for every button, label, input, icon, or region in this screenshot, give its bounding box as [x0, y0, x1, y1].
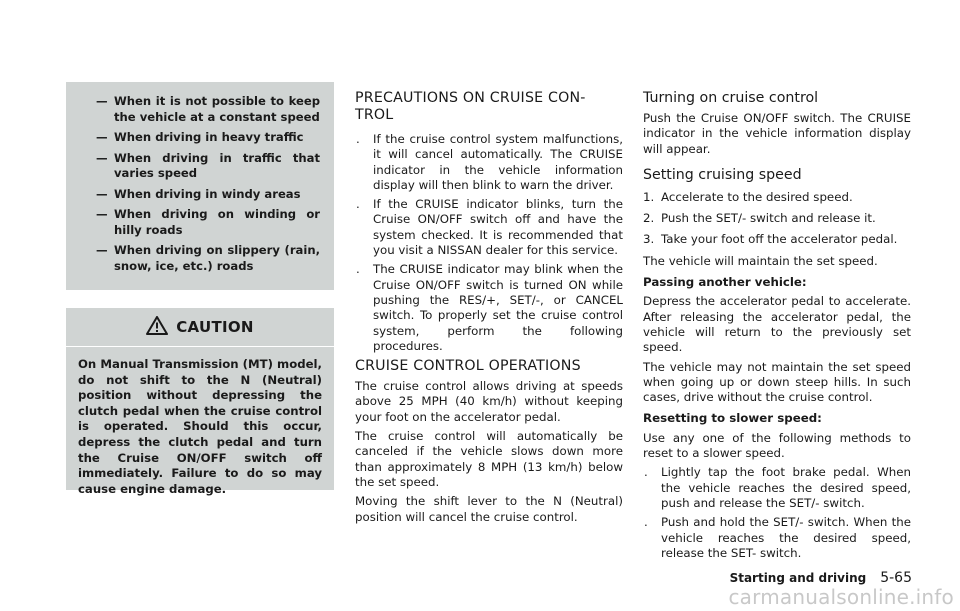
warning-conditions-box — [66, 82, 334, 290]
setting-heading: Setting cruising speed — [643, 166, 802, 183]
warning-condition-item: — When driving in traffic that varies speed — [96, 150, 320, 180]
warning-condition-item: — When driving in heavy traffic — [96, 130, 304, 144]
operations-paragraph: The cruise control allows driving at speeds above 25 MPH (40 km/h) without keeping your foot on the accelerator pedal. — [355, 379, 623, 424]
list-item: . Lightly tap the foot brake pedal. When the vehicle reaches the desired speed, push and release the SET/- switch. — [644, 465, 911, 510]
list-item: . Push and hold the SET/- switch. When the vehicle reaches the desired speed, release the SET- switch. — [644, 515, 911, 560]
maintain-text: The vehicle will maintain the set speed. — [643, 253, 878, 268]
list-item: . The CRUISE indicator may blink when the Cruise ON/OFF switch is turned ON while pushing the RES/+, SET/-, or CANCEL switch. To properly set the cruise control system, perform the following procedures. — [356, 262, 623, 353]
passing-text: Depress the accelerator pedal to accelerate. After releasing the accelerator pedal, the vehicle will return to the previously set speed. — [643, 294, 911, 355]
warning-condition-item: — When it is not possible to keep the vehicle at a constant speed — [96, 94, 320, 124]
step-item: 2. Push the SET/- switch and release it. — [643, 211, 876, 226]
resetting-label: Resetting to slower speed: — [643, 411, 822, 426]
warning-condition-item: — When driving in windy areas — [96, 186, 301, 201]
warning-condition-item: — When driving on slippery (rain, snow, ice, etc.) roads — [96, 243, 320, 273]
caution-text: On Manual Transmission (MT) model, do not shift to the N (Neutral) position without depressing the clutch pedal when the cruise control is operated. Should this occur, depress the clutch pedal and turn the Cruise ON/OFF switch off immediately. Failure to do so may cause engine damage. — [78, 357, 322, 496]
step-item: 1. Accelerate to the desired speed. — [643, 189, 853, 204]
setting-steps — [643, 190, 911, 248]
resetting-text: Use any one of the following methods to reset to a slower speed. — [643, 430, 911, 461]
caution-header — [66, 308, 334, 346]
operations-heading: CRUISE CONTROL OPERATIONS — [355, 358, 581, 375]
turning-on-heading: Turning on cruise control — [643, 90, 819, 106]
watermark: carmanualsonline.info — [728, 585, 954, 609]
warning-conditions-list — [66, 82, 334, 274]
operations-paragraph: The cruise control will automatically be canceled if the vehicle slows down more than approximately 8 MPH (13 km/h) below the set speed. — [355, 429, 623, 489]
section-name: Starting and driving — [729, 571, 867, 585]
list-item: . If the cruise control system malfunctions, it will cancel automatically. The CRUISE indicator in the vehicle information display will then blink to warn the driver. — [356, 132, 623, 192]
reset-methods-list — [643, 465, 911, 561]
hills-text: The vehicle may not maintain the set speed when going up or down steep hills. In such cases, drive without the cruise control. — [643, 359, 911, 405]
caution-box — [66, 308, 334, 496]
operations-paragraph: Moving the shift lever to the N (Neutral) position will cancel the cruise control. — [355, 494, 623, 524]
passing-label: Passing another vehicle: — [643, 275, 807, 290]
warning-condition-item: — When driving on winding or hilly roads — [96, 207, 320, 237]
step-item: 3. Take your foot off the accelerator pedal. — [643, 232, 898, 247]
caution-title: CAUTION — [176, 318, 254, 336]
precautions-heading: PRECAUTIONS ON CRUISE CON- TROL — [355, 90, 586, 123]
page-number: 5-65 — [880, 570, 912, 586]
list-item: . If the CRUISE indicator blinks, turn the Cruise ON/OFF switch off and have the system checked. It is recommended that you visit a NISSAN dealer for this service. — [356, 197, 623, 258]
warning-triangle-icon — [146, 316, 168, 339]
turning-on-text: Push the Cruise ON/OFF switch. The CRUISE indicator in the vehicle information display will appear. — [643, 111, 911, 156]
precautions-list — [355, 132, 623, 354]
page-footer — [0, 567, 912, 586]
